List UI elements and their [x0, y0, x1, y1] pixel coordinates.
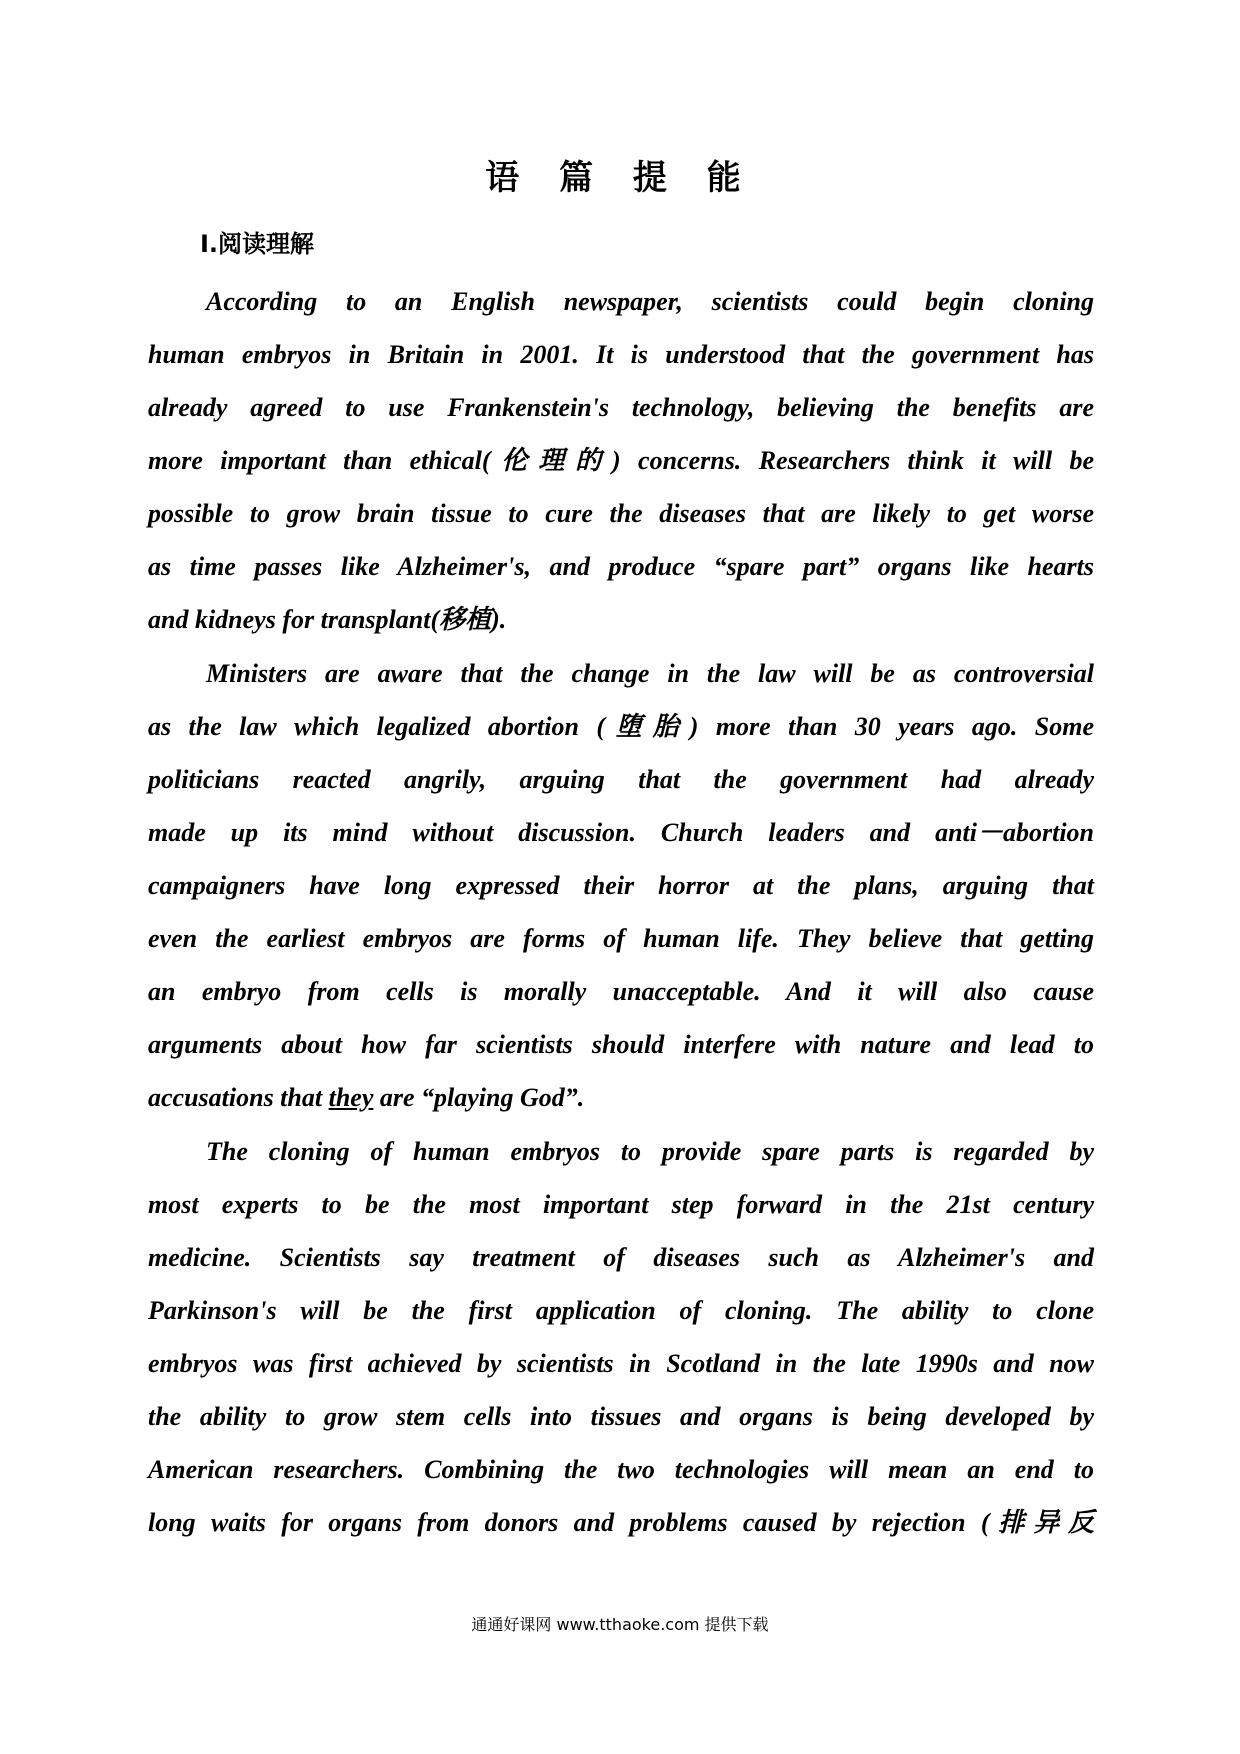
text-line: as time passes like Alzheimer's, and produce “spare part” organs like hearts	[148, 552, 1094, 581]
text-line: as the law which legalized abortion (堕胎) more than 30 years ago. Some	[148, 712, 1094, 741]
text-line: Parkinson's will be the first application of cloning. The ability to clone	[148, 1296, 1094, 1325]
page-title: 语 篇 提 能	[485, 158, 755, 198]
text-line: human embryos in Britain in 2001. It is understood that the government has	[148, 340, 1094, 369]
text-line: the ability to grow stem cells into tissues and organs is being developed by	[148, 1402, 1094, 1431]
text-line: embryos was first achieved by scientists in Scotland in the late 1990s and now	[148, 1349, 1094, 1378]
text-line: more important than ethical(伦理的) concerns. Researchers think it will be	[148, 446, 1094, 475]
underlined-pronoun: they	[328, 1083, 374, 1112]
text-line: possible to grow brain tissue to cure the diseases that are likely to get worse	[148, 499, 1094, 528]
text-line: even the earliest embryos are forms of human life. They believe that getting	[148, 924, 1094, 953]
text-line: politicians reacted angrily, arguing that the government had already	[148, 765, 1094, 794]
text-segment: accusations that	[148, 1083, 329, 1112]
text-line: already agreed to use Frankenstein's technology, believing the benefits are	[148, 393, 1094, 422]
text-line: Ministers are aware that the change in the law will be as controversial	[206, 659, 1094, 688]
paragraph-1	[148, 275, 1094, 646]
paragraph-3	[148, 1125, 1094, 1549]
page-footer: 通通好课网 www.tthaoke.com 提供下载	[471, 1615, 769, 1634]
text-line: most experts to be the most important step forward in the 21st century	[148, 1190, 1094, 1219]
text-line: arguments about how far scientists should interfere with nature and lead to	[148, 1030, 1094, 1059]
text-line: American researchers. Combining the two technologies will mean an end to	[148, 1455, 1094, 1484]
text-line: According to an English newspaper, scientists could begin cloning	[206, 287, 1094, 316]
text-line: an embryo from cells is morally unacceptable. And it will also cause	[148, 977, 1094, 1006]
text-line: campaigners have long expressed their horror at the plans, arguing that	[148, 871, 1094, 900]
text-segment: are “playing God”.	[373, 1083, 585, 1112]
section-heading: Ⅰ.阅读理解	[200, 230, 315, 258]
text-line: and kidneys for transplant(移植).	[148, 605, 507, 634]
text-line: long waits for organs from donors and problems caused by rejection (排异反	[148, 1508, 1094, 1537]
text-line: made up its mind without discussion. Church leaders and anti－abortion	[148, 818, 1094, 847]
text-line	[148, 1071, 1094, 1124]
text-line: medicine. Scientists say treatment of diseases such as Alzheimer's and	[148, 1243, 1094, 1272]
text-line: The cloning of human embryos to provide spare parts is regarded by	[206, 1137, 1094, 1166]
paragraph-2	[148, 647, 1094, 1124]
passage	[148, 275, 1094, 1550]
